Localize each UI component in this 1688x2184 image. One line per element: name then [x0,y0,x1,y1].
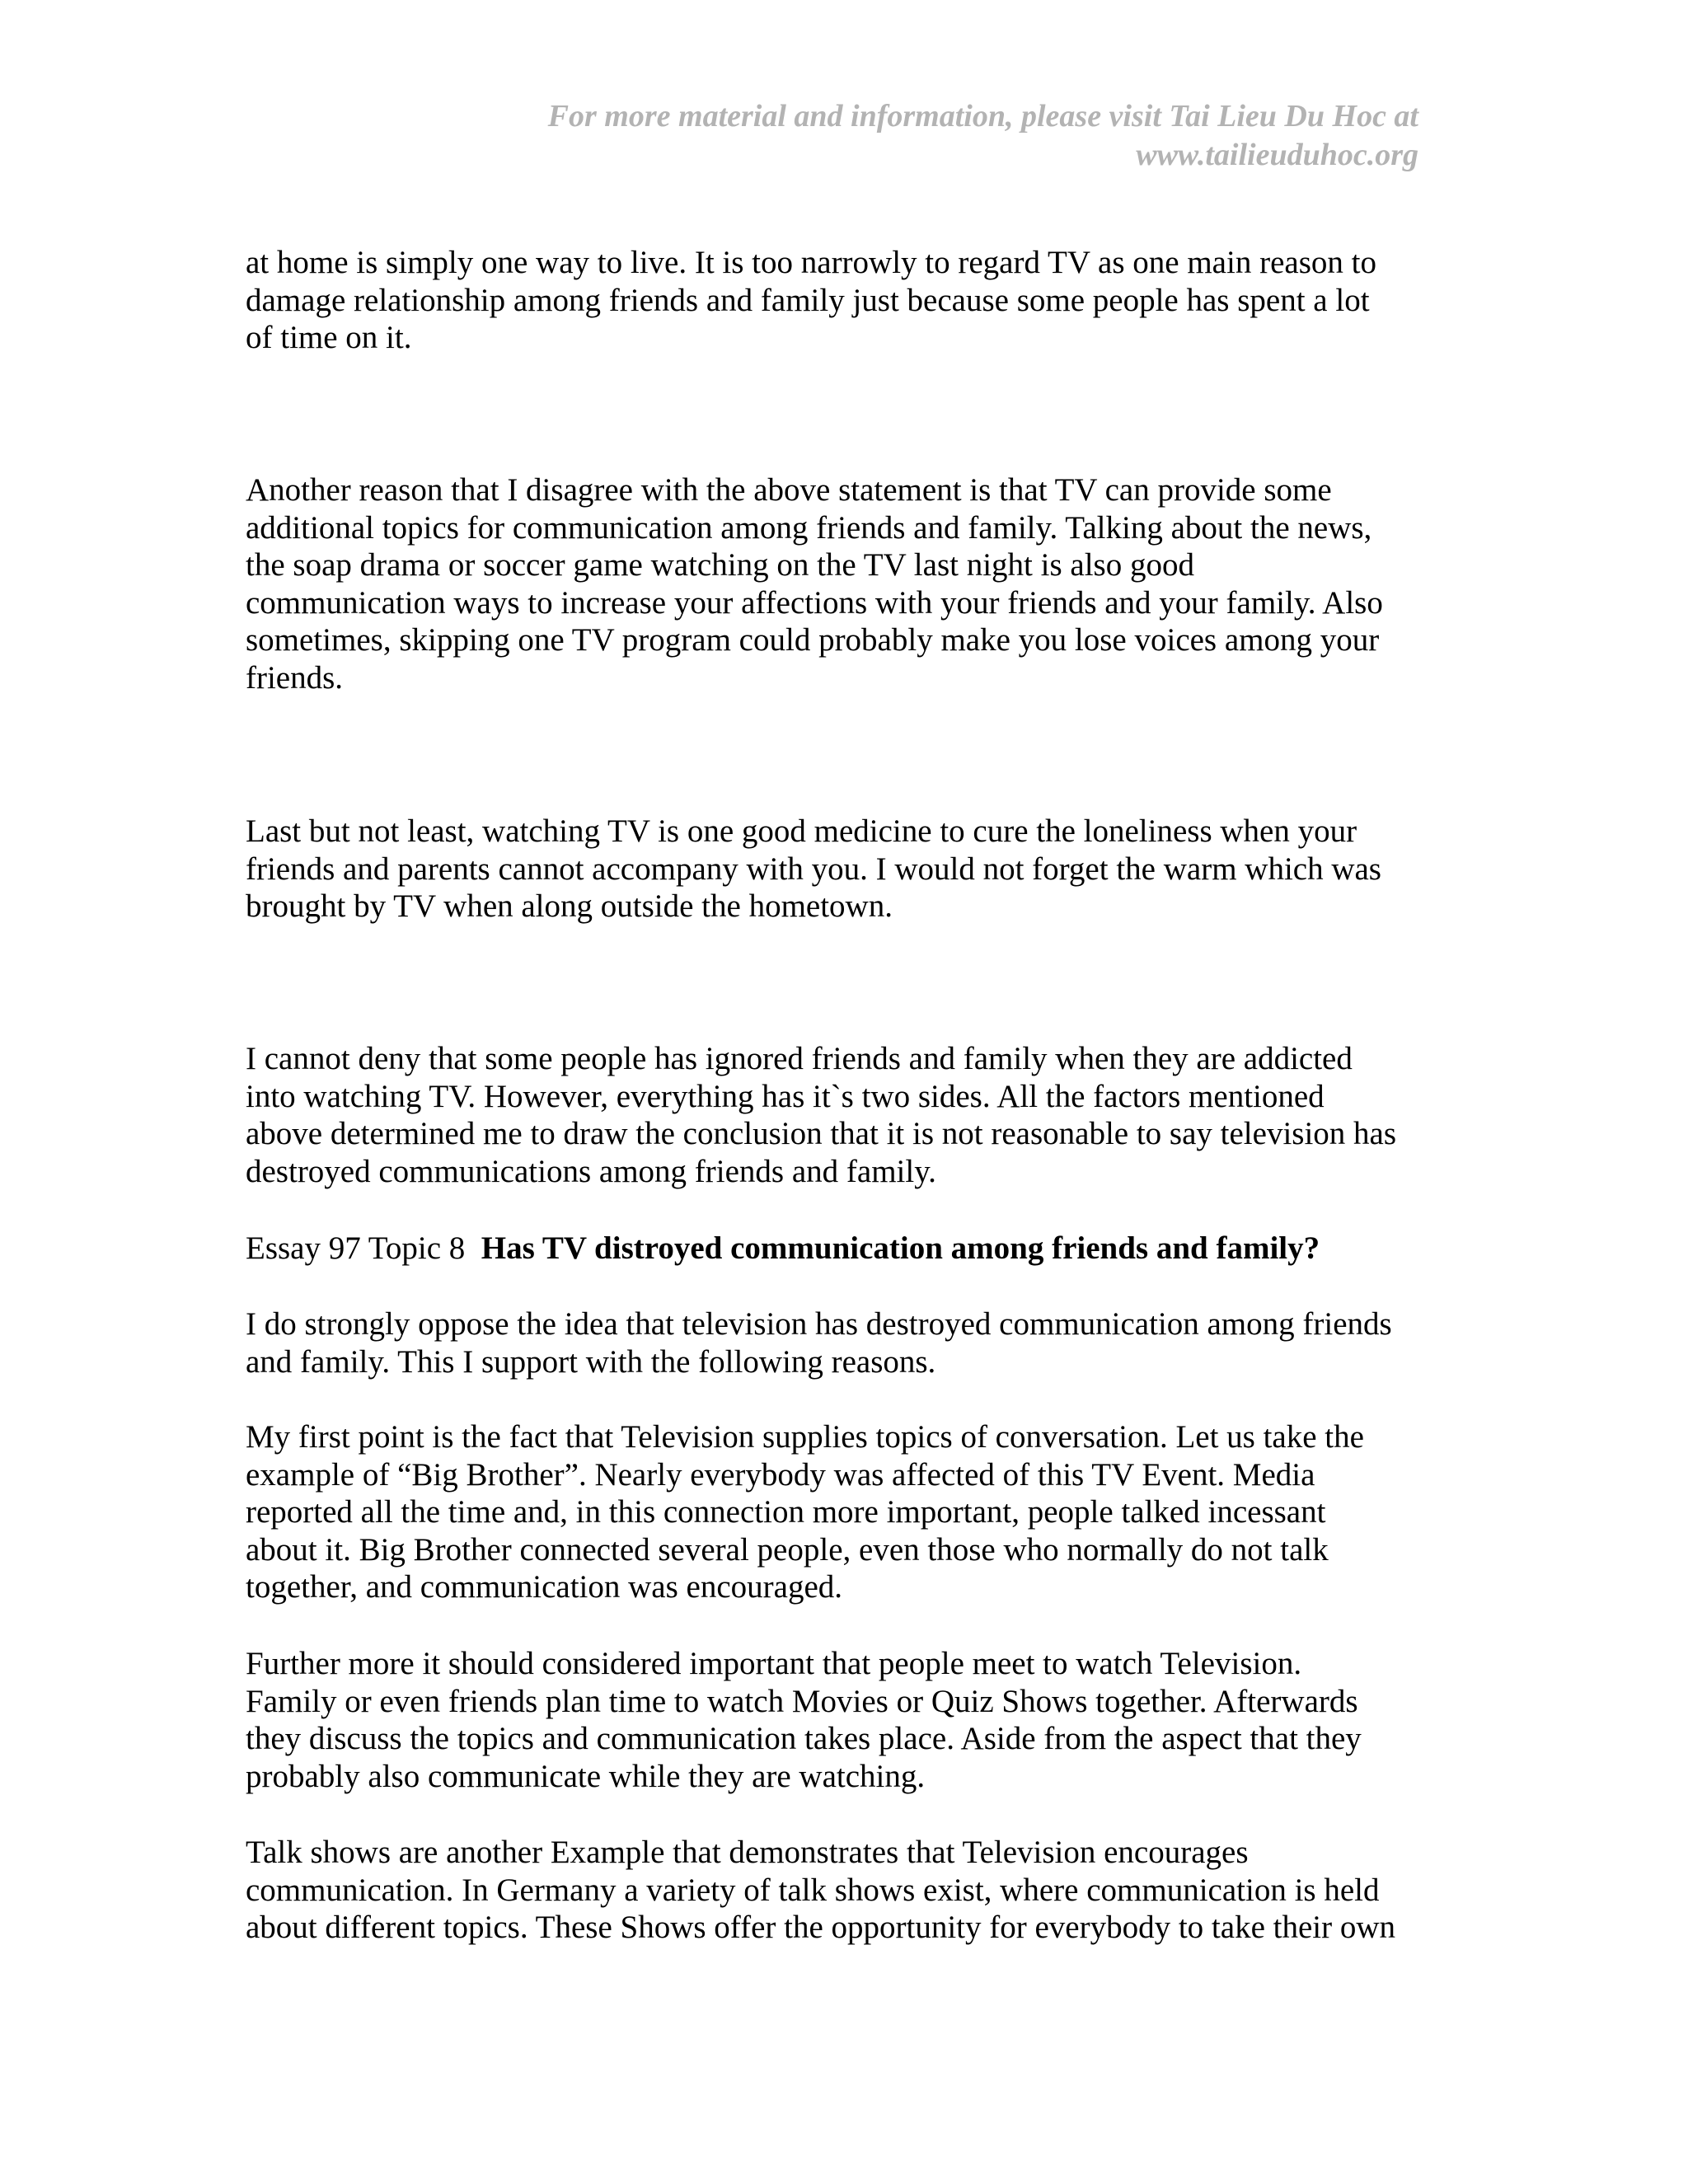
paragraph-line: brought by TV when along outside the hometown. [246,888,893,925]
paragraph-line: friends and parents cannot accompany with you. I would not forget the warm which was [246,851,1381,887]
paragraph-line: communication. In Germany a variety of talk shows exist, where communication is held [246,1872,1380,1908]
paragraph-line: together, and communication was encouraged. [246,1569,843,1605]
paragraph-line: Family or even friends plan time to watch Movies or Quiz Shows together. Afterwards [246,1683,1358,1719]
paragraph-2 [246,471,1432,697]
paragraph-line: sometimes, skipping one TV program could probably make you lose voices among your [246,622,1380,658]
paragraph-4 [246,1040,1432,1190]
paragraph-line: destroyed communications among friends and family. [246,1153,936,1189]
paragraph-line: they discuss the topics and communication takes place. Aside from the aspect that they [246,1721,1362,1757]
paragraph-line: My first point is the fact that Television supplies topics of conversation. Let us take the [246,1419,1364,1455]
header-line-1: For more material and information, please visit Tai Lieu Du Hoc at [547,99,1418,134]
paragraph-line: Further more it should considered important that people meet to watch Television. [246,1646,1302,1681]
essay-heading [246,1230,1432,1268]
essay-paragraph-3 [246,1645,1432,1795]
paragraph-line: of time on it. [246,320,412,356]
paragraph-3 [246,813,1432,926]
page-header [429,97,1418,175]
paragraph-line: example of “Big Brother”. Nearly everybody was affected of this TV Event. Media [246,1456,1315,1493]
paragraph-line: about different topics. These Shows offer the opportunity for everybody to take their own [246,1910,1396,1946]
paragraph-line: about it. Big Brother connected several people, even those who normally do not talk [246,1531,1329,1568]
paragraph-line: Talk shows are another Example that demonstrates that Television encourages [246,1835,1249,1870]
paragraph-line: friends. [246,659,344,696]
paragraph-1 [246,244,1432,357]
paragraph-line: Last but not least, watching TV is one good medicine to cure the loneliness when your [246,813,1357,849]
paragraph-line: communication ways to increase your affections with your friends and your family. Also [246,584,1383,621]
paragraph-line: and family. This I support with the following reasons. [246,1343,936,1380]
paragraph-line: damage relationship among friends and family just because some people has spent a lot [246,282,1370,318]
header-website: www.tailieuduhoc.org [1136,138,1418,172]
paragraph-line: above determined me to draw the conclusion that it is not reasonable to say television has [246,1116,1397,1152]
paragraph-line: the soap drama or soccer game watching on the TV last night is also good [246,547,1194,583]
essay-paragraph-1 [246,1305,1432,1380]
essay-paragraph-4 [246,1834,1432,1947]
paragraph-line: probably also communicate while they are watching. [246,1758,926,1794]
paragraph-line: additional topics for communication among friends and family. Talking about the news, [246,509,1372,546]
paragraph-line: I cannot deny that some people has ignored friends and family when they are addicted [246,1041,1353,1076]
essay-title: Has TV distroyed communication among friends and family? [481,1230,1320,1266]
paragraph-line: at home is simply one way to live. It is too narrowly to regard TV as one main reason to [246,245,1376,280]
essay-number: Essay 97 Topic 8 [246,1230,466,1266]
paragraph-line: reported all the time and, in this connection more important, people talked incessant [246,1494,1326,1530]
paragraph-line: Another reason that I disagree with the above statement is that TV can provide some [246,472,1332,508]
paragraph-line: I do strongly oppose the idea that television has destroyed communication among friends [246,1306,1392,1342]
essay-paragraph-2 [246,1418,1432,1606]
paragraph-line: into watching TV. However, everything has it`s two sides. All the factors mentioned [246,1078,1325,1114]
